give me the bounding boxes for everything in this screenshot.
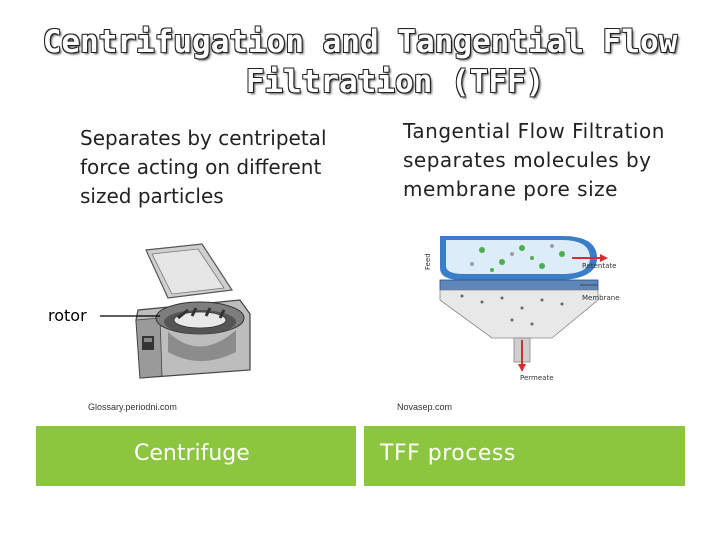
title-line-2: Filtration (TFF) — [245, 64, 545, 100]
permeate-label: Permeate — [520, 374, 554, 382]
centrifuge-image-caption: Glossary.periodni.com — [88, 402, 177, 412]
tff-diagram — [422, 228, 622, 383]
slide-title — [0, 22, 720, 102]
title-line-1: Centrifugation and Tangential Flow — [42, 24, 678, 60]
retentate-label: Retentate — [582, 262, 617, 270]
centrifuge-description: Separates by centripetal force acting on different sized particles — [80, 126, 327, 208]
centrifuge-label-box — [36, 426, 356, 486]
feed-label: Feed — [424, 253, 432, 270]
centrifuge-box-label: Centrifuge — [134, 441, 250, 466]
centrifuge-image — [132, 240, 257, 380]
tff-description: Tangential Flow Filtration separates molecules by membrane pore size — [403, 119, 665, 201]
tff-box-label: TFF process — [380, 441, 516, 466]
rotor-pointer-line — [100, 313, 160, 319]
tff-label-box — [364, 426, 685, 486]
tff-image-caption: Novasep.com — [397, 402, 453, 412]
rotor-label: rotor — [48, 306, 87, 325]
membrane-label: Membrane — [582, 294, 620, 302]
tff-description-block — [385, 117, 675, 204]
